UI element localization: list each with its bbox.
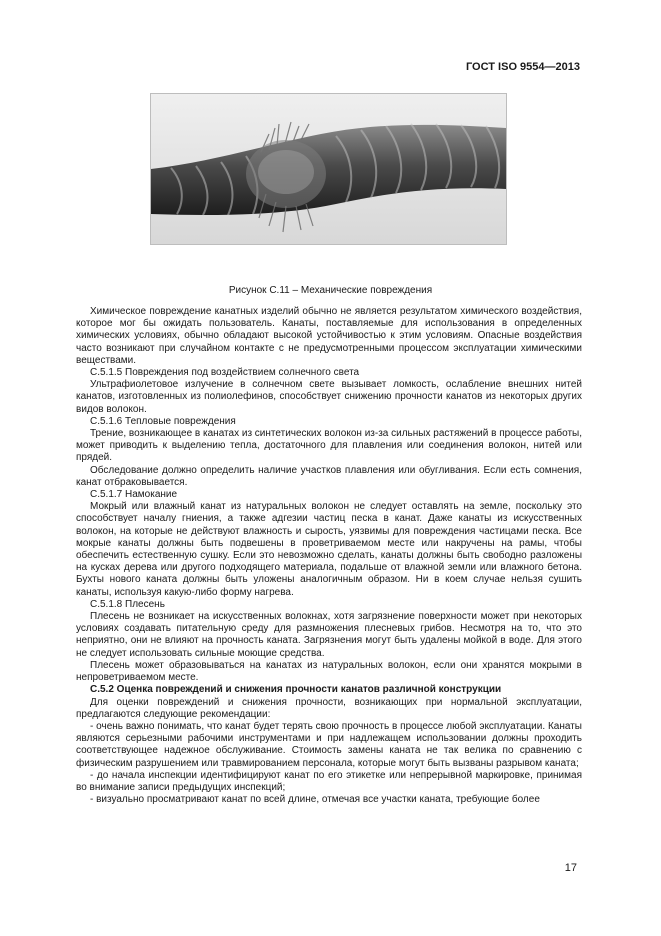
paragraph: Обследование должно определить наличие участков плавления или обугливания. Если есть сомнения, канат отбраковывается. [76, 464, 582, 488]
paragraph: Плесень может образовываться на канатах из натуральных волокон, если они хранятся мокрыми в непроветриваемом месте. [76, 659, 582, 684]
body-text [76, 306, 582, 806]
paragraph: Для оценки повреждений и снижения прочности, возникающих при нормальной эксплуатации, предлагаются следующие рекомендации: [76, 696, 582, 720]
standard-header: ГОСТ ISO 9554—2013 [465, 61, 580, 73]
section-heading-bold: С.5.2 Оценка повреждений и снижения прочности канатов различной конструкции [90, 684, 502, 696]
section-heading: С.5.1.7 Намокание [90, 489, 178, 501]
rope-damage-photo [150, 93, 507, 245]
section-heading: С.5.1.6 Тепловые повреждения [90, 415, 236, 427]
section-heading: С.5.1.8 Плесень [90, 598, 165, 610]
paragraph: Ультрафиолетовое излучение в солнечном свете вызывает ломкость, ослабление внешних нитей канатов, изготовленных из полиолефинов, способствует снижению прочности канатов из некоторых других видов волокон. [76, 379, 582, 415]
paragraph: Мокрый или влажный канат из натуральных волокон не следует оставлять на земле, поскольку это способствует началу гниения, а также адгезии частиц песка в канат. Даже канаты из искусственных волокон, на которые не действуют влажность и сырость, уязвимы для повреждения частицами песка. Все мокрые канаты должны быть подвешены в проветриваемом месте или накручены на рамы, чтобы обеспечить естественную сушку. Если это невозможно сделать, канаты должны быть свободно разложены на кусках дерева или другого подходящего материала, подальше от влажной земли или влажного бетона. Бухты нового каната должны быть уложены аналогичным образом. Ни в коем случае нельзя сушить канаты, используя какую-либо форму нагрева. [76, 501, 582, 598]
page-number: 17 [564, 862, 577, 874]
list-item: - очень важно понимать, что канат будет терять свою прочность в процессе любой эксплуатации. Канаты являются серьезными рабочими инструментами и при надлежащем использовании должны проходить соответствующее надежное обслуживание. Стоимость замены каната не так велика по сравнению с физическим разрушением или травмированием персонала, которые могут быть вызваны разрывом каната; [76, 720, 582, 769]
section-heading: С.5.1.5 Повреждения под воздействием солнечного света [90, 367, 360, 379]
list-item: - визуально просматривают канат по всей длине, отмечая все участки каната, требующие более [90, 794, 540, 806]
figure-caption: Рисунок С.11 – Механические повреждения [228, 285, 433, 296]
paragraph: Плесень не возникает на искусственных волокнах, хотя загрязнение поверхности может при некоторых условиях создавать питательную среду для размножения плесневых грибов. Несмотря на то, что это неприятно, они не влияют на прочность каната. Загрязнения могут быть удалены мойкой в воде. Для этого не следует использовать сильные моющие средства. [76, 611, 582, 659]
paragraph: Трение, возникающее в канатах из синтетических волокон из-за сильных растяжений в процессе работы, может приводить к выделению тепла, достаточного для плавления или соединения волокон, нитей или прядей. [76, 428, 582, 464]
list-item: - до начала инспекции идентифицируют канат по его этикетке или непрерывной маркировке, принимая во внимание записи предыдущих инспекций; [76, 769, 582, 793]
paragraph: Химическое повреждение канатных изделий обычно не является результатом химического воздействия, которое мог бы ожидать пользователь. Канаты, поставляемые для использования в определенных химических условиях, обычно обладают высокой устойчивостью к этим условиям. Опасные воздействия часто возникают при случайном контакте с не предусмотренными процессом эксплуатации химическими веществами. [76, 306, 582, 366]
